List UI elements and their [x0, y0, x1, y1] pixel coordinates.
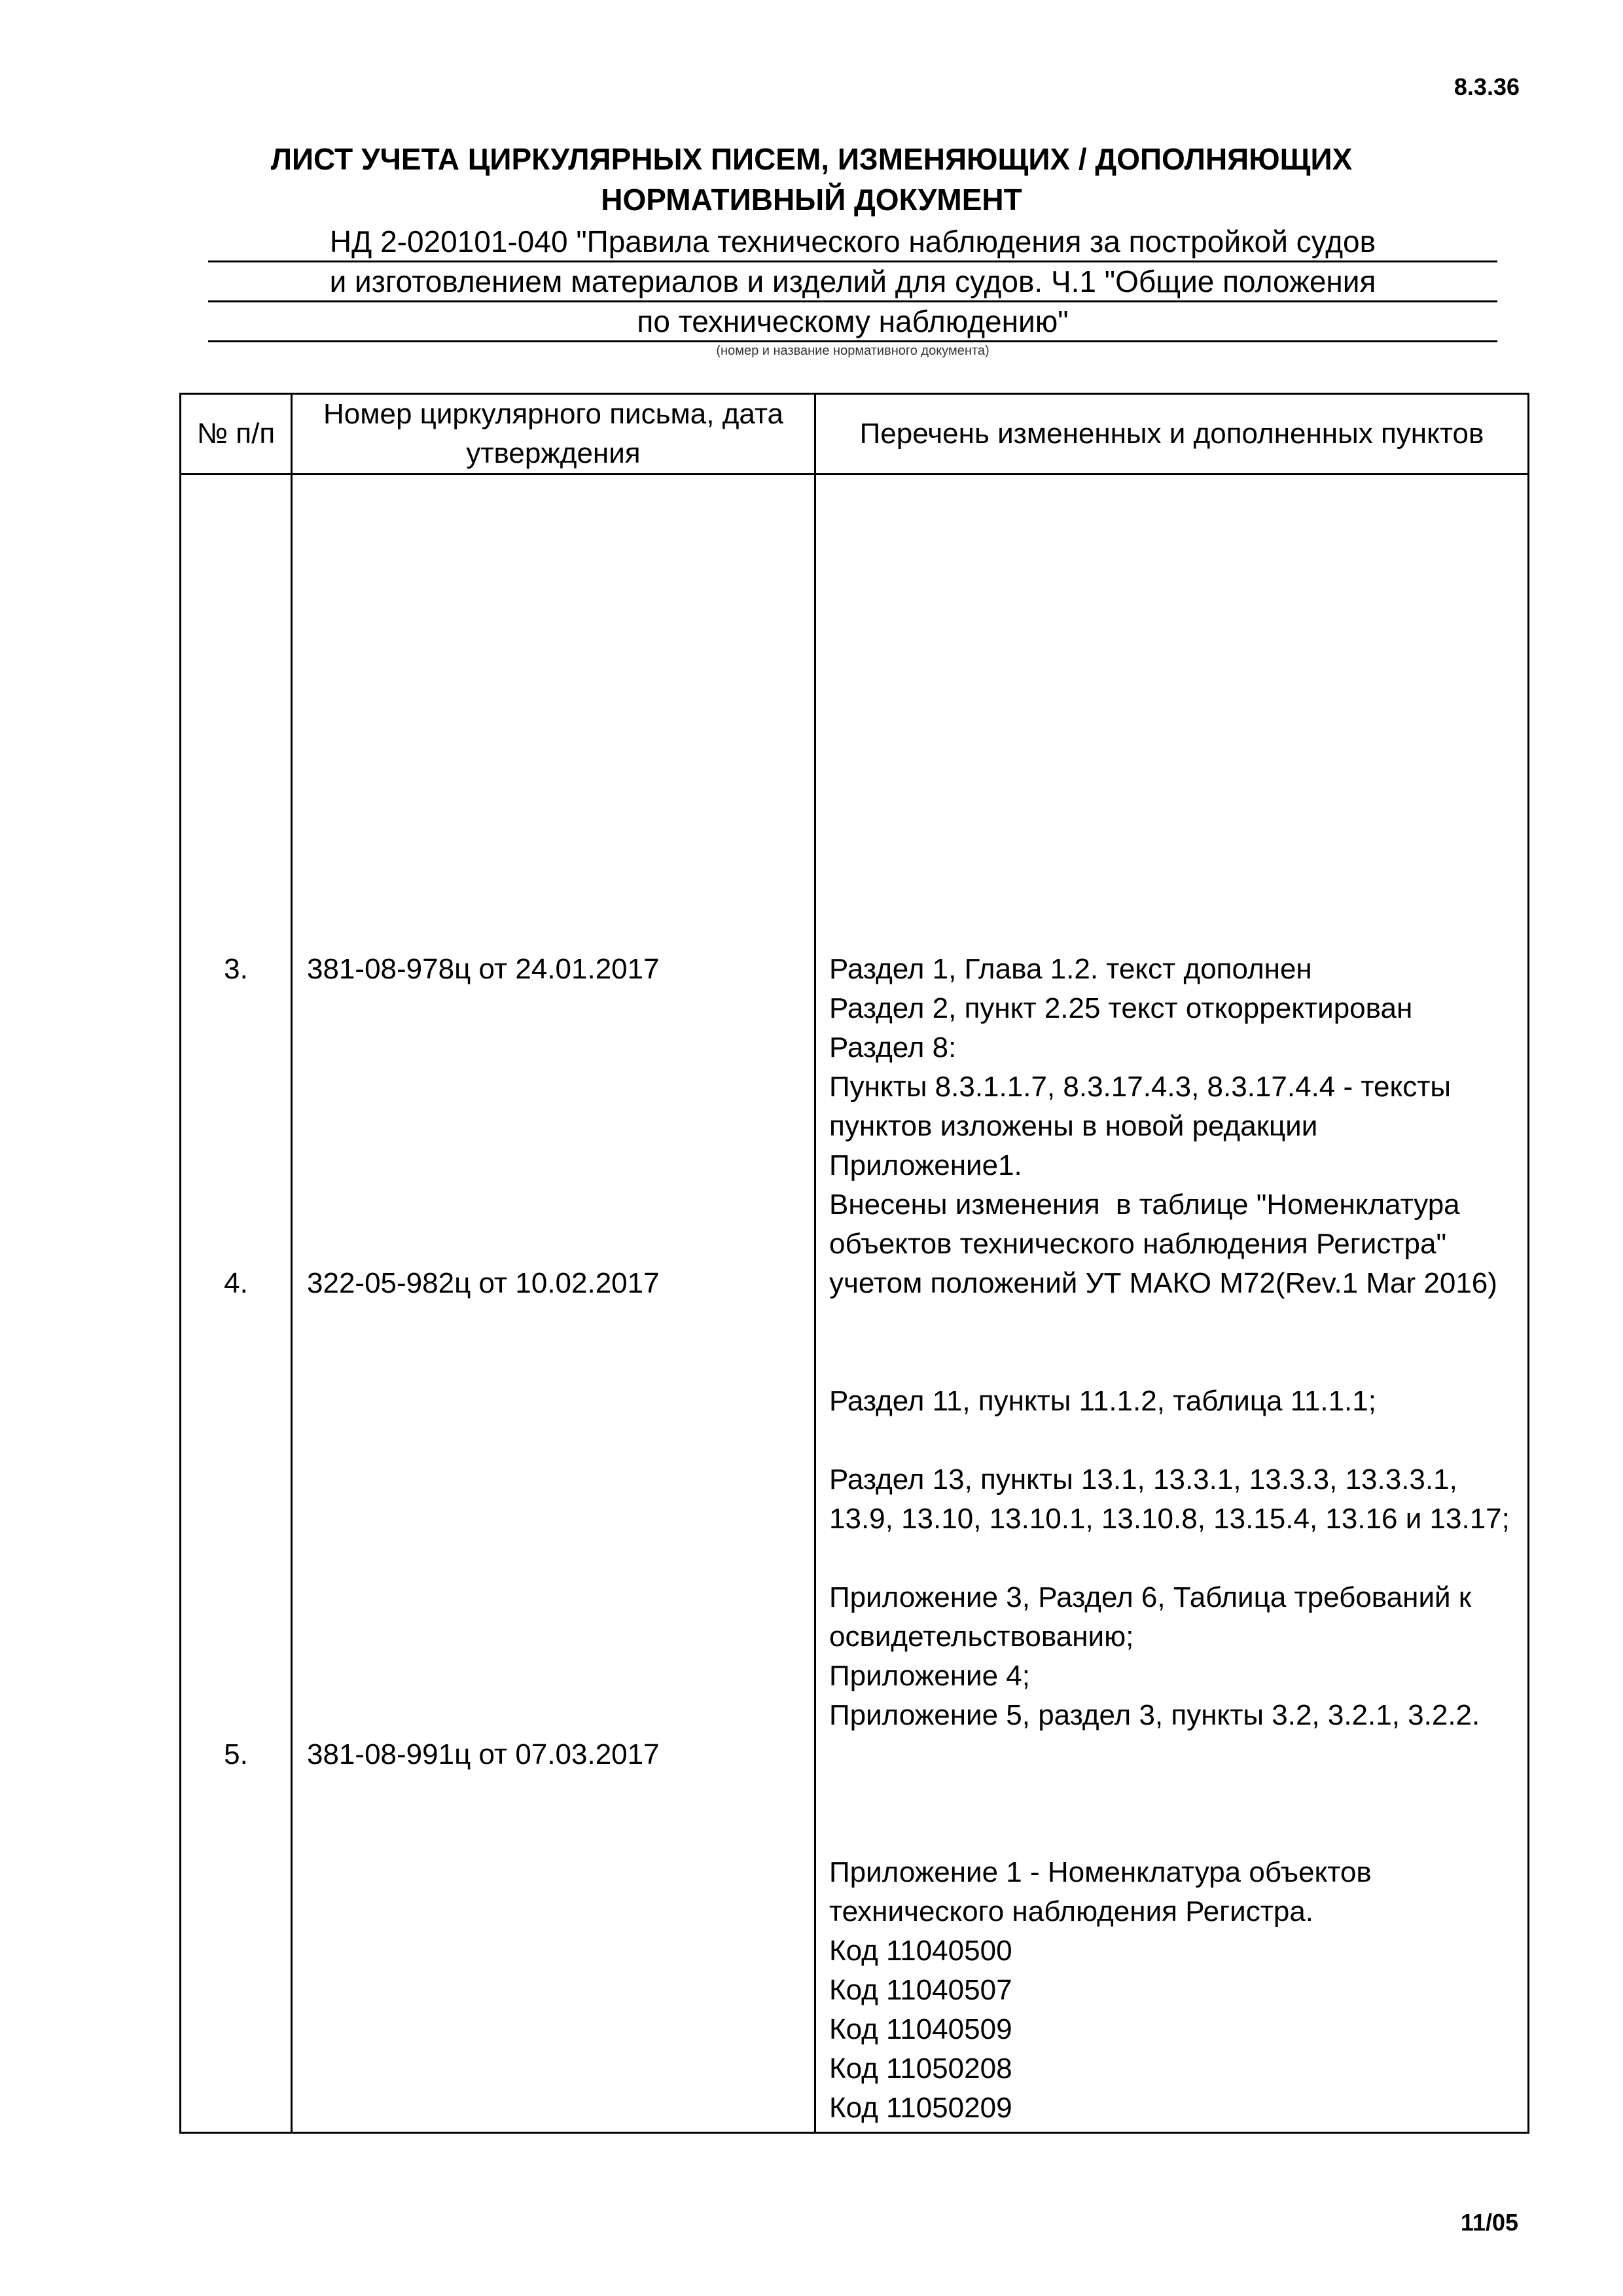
- document-title-line-1: ЛИСТ УЧЕТА ЦИРКУЛЯРНЫХ ПИСЕМ, ИЗМЕНЯЮЩИХ / ДОПОЛНЯЮЩИХ: [270, 142, 1353, 176]
- document-code: 8.3.36: [1454, 73, 1520, 100]
- table-header-row: [181, 394, 1529, 475]
- document-title: [0, 139, 1623, 220]
- row-4-letter: 322-05-982ц от 10.02.2017: [307, 1267, 660, 1299]
- nd-title-line-1: НД 2-020101-040 "Правила технического наблюдения за постройкой судов: [208, 223, 1497, 262]
- nd-caption: (номер и название нормативного документа): [716, 344, 990, 358]
- row-4-items: Раздел 11, пункты 11.1.2, таблица 11.1.1; Раздел 13, пункты 13.1, 13.3.1, 13.3.3, 13.3.3.1, 13.9, 13.10, 13.10.1, 13.10.8, 13.15.4, 13.16 и 13.17; Приложение 3, Раздел 6, Таблица требований к освидетельствованию; Приложение 4; Приложение 5, раздел 3, пункты 3.2, 3.2.1, 3.2.2.: [829, 1385, 1510, 1731]
- row-5-items: Приложение 1 - Номенклатура объектов технического наблюдения Регистра. Код 11040500 Код 11040507 Код 11040509 Код 11050208 Код 11050209: [829, 1856, 1372, 2124]
- row-3-num: 3.: [224, 953, 248, 985]
- row-4-num: 4.: [224, 1267, 248, 1299]
- nd-title-line-2: и изготовлением материалов и изделий для судов. Ч.1 "Общие положения: [208, 262, 1497, 302]
- nd-title-line-3: по техническому наблюдению": [208, 302, 1497, 342]
- normative-document-block: [208, 223, 1497, 359]
- row-5-num: 5.: [224, 1738, 248, 1770]
- row-3-items: Раздел 1, Глава 1.2. текст дополнен Раздел 2, пункт 2.25 текст откорректирован Раздел 8: Пункты 8.3.1.1.7, 8.3.17.4.3, 8.3.17.4.4 - тексты пунктов изложены в новой редакции Приложение1. Внесены изменения в таблице "Номенклатура объектов технического наблюдения Регистра" учетом положений УТ МАКО М72(Rev.1 Mar 2016): [829, 953, 1497, 1299]
- header-num: № п/п: [181, 394, 292, 475]
- num-column: [181, 475, 292, 2133]
- header-items: Перечень измененных и дополненных пунктов: [815, 394, 1529, 475]
- circular-letters-table: [179, 393, 1529, 2134]
- row-3-letter: 381-08-978ц от 24.01.2017: [307, 953, 660, 985]
- row-5-letter: 381-08-991ц от 07.03.2017: [307, 1738, 660, 1770]
- header-letter: Номер циркулярного письма, дата утверждения: [292, 394, 815, 475]
- letter-column: [292, 475, 815, 2133]
- items-column: [815, 475, 1529, 2133]
- document-title-line-2: НОРМАТИВНЫЙ ДОКУМЕНТ: [601, 183, 1022, 217]
- page-number: 11/05: [1460, 2209, 1518, 2236]
- table-body-row: [181, 475, 1529, 2133]
